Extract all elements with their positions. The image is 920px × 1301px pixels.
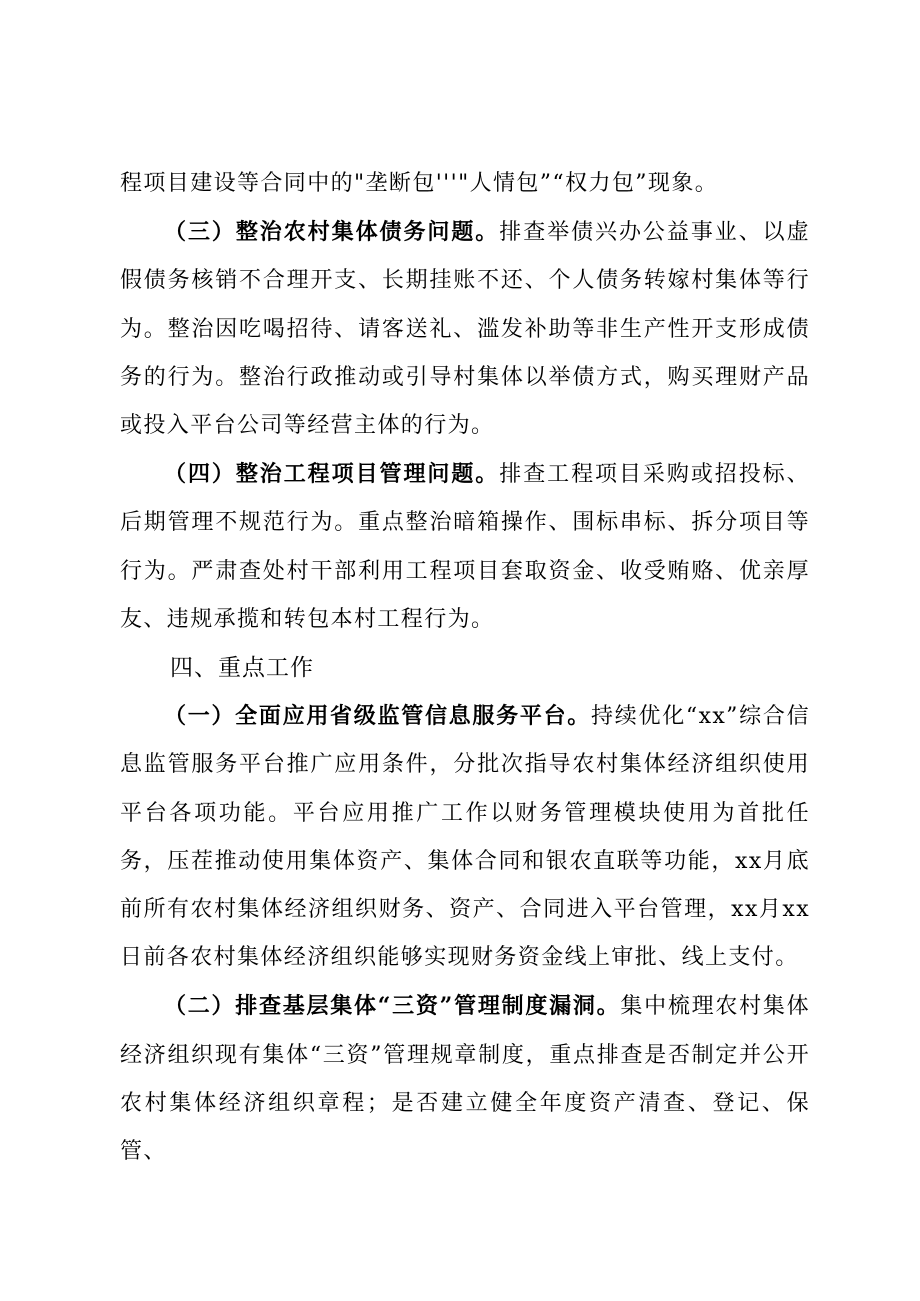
item-3-heading: （三）整治农村集体债务问题。 (164, 219, 500, 246)
document-page (120, 160, 810, 1176)
work-1-body: 持续优化“xx”综合信息监管服务平台推广应用条件，分批次指导农村集体经济组织使用平台各项功能。平台应用推广工作以财务管理模块使用为首批任务，压茬推动使用集体资产、集体合同和银农直联等功能，xx月底前所有农村集体经济组织财务、资产、合同进入平台管理，xx月xx日前各农村集体经济组织能够实现财务资金线上审批、线上支付。 (120, 704, 811, 971)
item-3-body: 排查举债兴办公益事业、以虚假债务核销不合理开支、长期挂账不还、个人债务转嫁村集体等行为。整治因吃喝招待、请客送礼、滥发补助等非生产性开支形成债务的行为。整治行政推动或引导村集体以举债方式，购买理财产品或投入平台公司等经营主体的行为。 (120, 220, 810, 439)
item-4-body: 排查工程项目采购或招投标、后期管理不规范行为。重点整治暗箱操作、围标串标、拆分项目等行为。严肃查处村干部利用工程项目套取资金、收受贿赂、优亲厚友、违规承揽和转包本村工程行为。 (120, 462, 810, 632)
work-2-body: 集中梳理农村集体经济组织现有集体“三资”管理规章制度，重点排查是否制定并公开农村集体经济组织章程；是否建立健全年度资产清查、登记、保管、 (120, 994, 811, 1165)
continuation-paragraph: 程项目建设等合同中的"垄断包'''"人情包”“权力包”现象。 (120, 171, 719, 196)
item-4-paragraph (120, 450, 810, 644)
work-1-paragraph (120, 692, 810, 982)
work-2-paragraph (120, 982, 810, 1176)
section-4-title: 四、重点工作 (170, 655, 314, 682)
work-2-heading: （二）排查基层集体“三资”管理制度漏洞。 (164, 993, 621, 1020)
work-1-heading: （一）全面应用省级监管信息服务平台。 (164, 703, 592, 730)
item-4-heading: （四）整治工程项目管理问题。 (164, 461, 500, 488)
item-3-paragraph (120, 208, 810, 450)
